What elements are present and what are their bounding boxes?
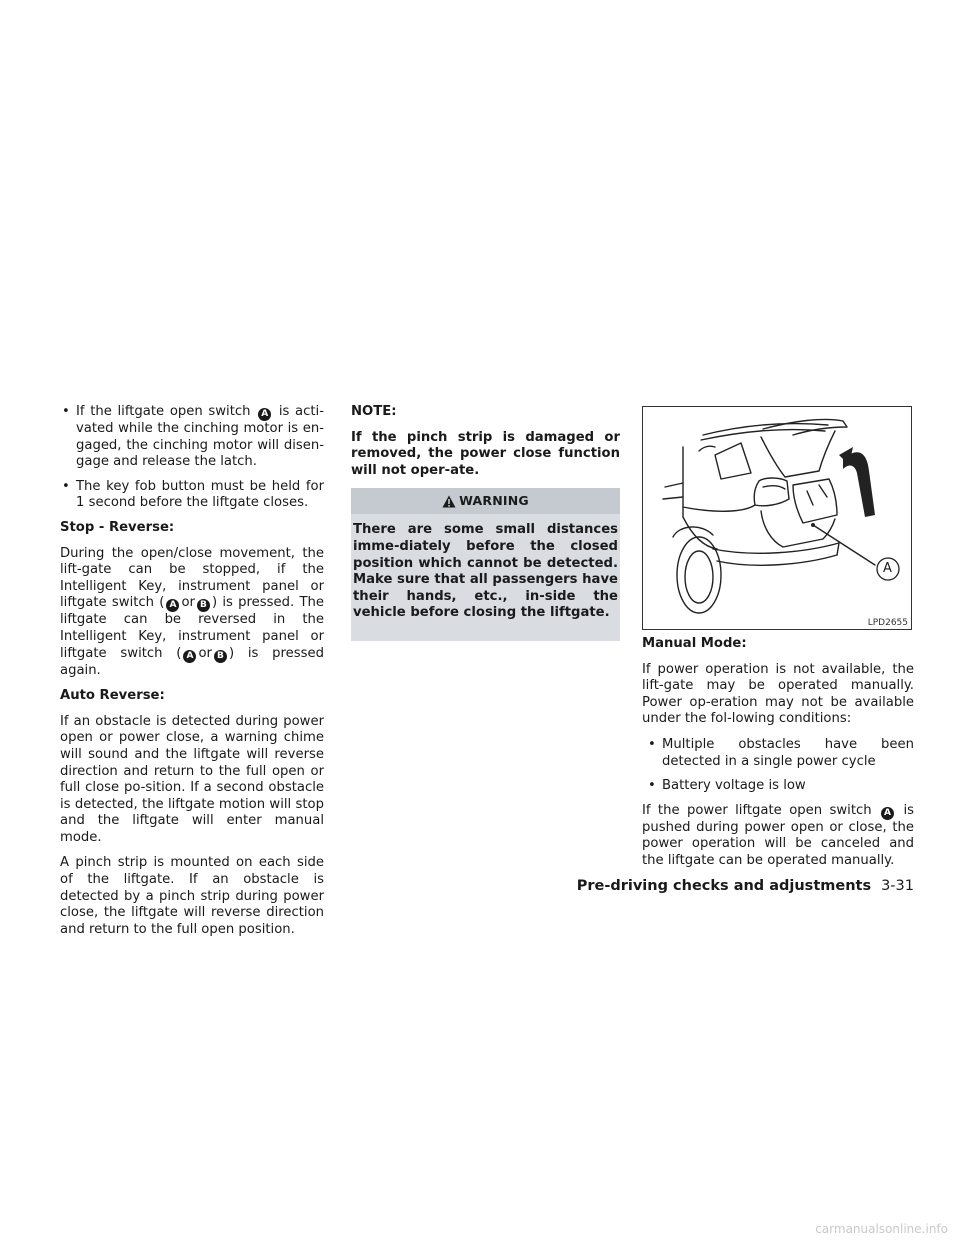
- bullet-text: is acti-vated while the cinching motor is en-gaged, the cinching motor will disen-gage and release the latch.: [76, 404, 324, 470]
- vehicle-rear-drawing: [643, 407, 912, 630]
- list-item: [60, 404, 324, 471]
- note-text: If the pinch strip is damaged or removed, the power close function will not oper-ate.: [351, 429, 620, 478]
- auto-reverse-heading: Auto Reverse:: [60, 688, 165, 704]
- paragraph-text: or: [181, 595, 195, 611]
- warning-text: There are some small distances imme-diately before the closed position which cannot be detected. Make sure that all passengers have their hands, etc., in-side the vehicle before closing the liftgate.: [353, 522, 618, 621]
- paragraph-text: ) is pressed. The liftgate can be reversed in the Intelligent Key, instrument panel or liftgate switch (: [60, 595, 324, 661]
- figure-code: LPD2655: [867, 618, 908, 628]
- callout-b-icon: B: [197, 599, 210, 612]
- column-1: [60, 404, 324, 947]
- note-label: NOTE:: [351, 404, 397, 419]
- auto-reverse-paragraph: If an obstacle is detected during power open or power close, a warning chime will sound and the liftgate will reverse direction and return to the full open or full close po-sition. If a second obstacle is detected, the liftgate motion will stop and the liftgate will enter manual mode.: [60, 713, 324, 845]
- manual-override-paragraph: [642, 803, 914, 870]
- liftgate-illustration: [642, 406, 912, 630]
- pinch-strip-paragraph: A pinch strip is mounted on each side of the liftgate. If an obstacle is detected by a pinch strip during power close, the liftgate will reverse direction and return to the full open position.: [60, 855, 324, 937]
- paragraph-text: is pushed during power open or close, the power operation will be canceled and the liftgate can be operated manually.: [642, 802, 914, 868]
- list-item: [642, 778, 914, 795]
- bullet-text: Multiple obstacles have been detected in a single power cycle: [662, 736, 914, 769]
- list-item: [642, 737, 914, 770]
- manual-mode-paragraph: If power operation is not available, the lift-gate may be operated manually. Power op-eration may not be available under the fol-lowing conditions:: [642, 661, 914, 727]
- bullet-glyph: •: [62, 404, 70, 419]
- bullet-glyph: •: [648, 736, 656, 752]
- paragraph-text: During the open/close movement, the lift-gate can be stopped, if the Intelligent Key, instrument panel or liftgate switch (: [60, 545, 324, 611]
- watermark: carmanualsonline.info: [815, 1222, 948, 1236]
- bullet-glyph: •: [62, 478, 70, 494]
- paragraph-text: or: [198, 645, 212, 661]
- callout-a-icon: A: [183, 650, 196, 663]
- page-number: 3-31: [881, 878, 914, 894]
- paragraph-text: If the power liftgate open switch: [642, 802, 872, 818]
- bullet-text: The key fob button must be held for 1 second before the liftgate closes.: [76, 478, 324, 511]
- warning-box: [351, 488, 620, 641]
- bullet-text: Battery voltage is low: [662, 778, 806, 794]
- figure-callout-label: A: [883, 561, 892, 576]
- callout-b-icon: B: [214, 650, 227, 663]
- warning-triangle-icon: [442, 495, 456, 508]
- column-3: [642, 636, 914, 879]
- bullet-glyph: •: [648, 778, 656, 794]
- stop-reverse-heading: Stop - Reverse:: [60, 519, 175, 535]
- callout-a-icon: A: [881, 807, 894, 820]
- bullet-text: If the liftgate open switch: [76, 404, 251, 419]
- callout-a-icon: A: [258, 408, 271, 421]
- list-item: [60, 479, 324, 512]
- column-2: [351, 404, 620, 641]
- page-footer: [577, 878, 914, 894]
- callout-a-icon: A: [166, 599, 179, 612]
- manual-mode-heading: Manual Mode:: [642, 636, 747, 651]
- warning-label: WARNING: [459, 493, 529, 509]
- stop-reverse-paragraph: [60, 546, 324, 680]
- warning-header: [351, 488, 620, 514]
- paragraph-text: ) is pressed again.: [60, 645, 324, 678]
- section-title: Pre-driving checks and adjustments: [576, 878, 872, 894]
